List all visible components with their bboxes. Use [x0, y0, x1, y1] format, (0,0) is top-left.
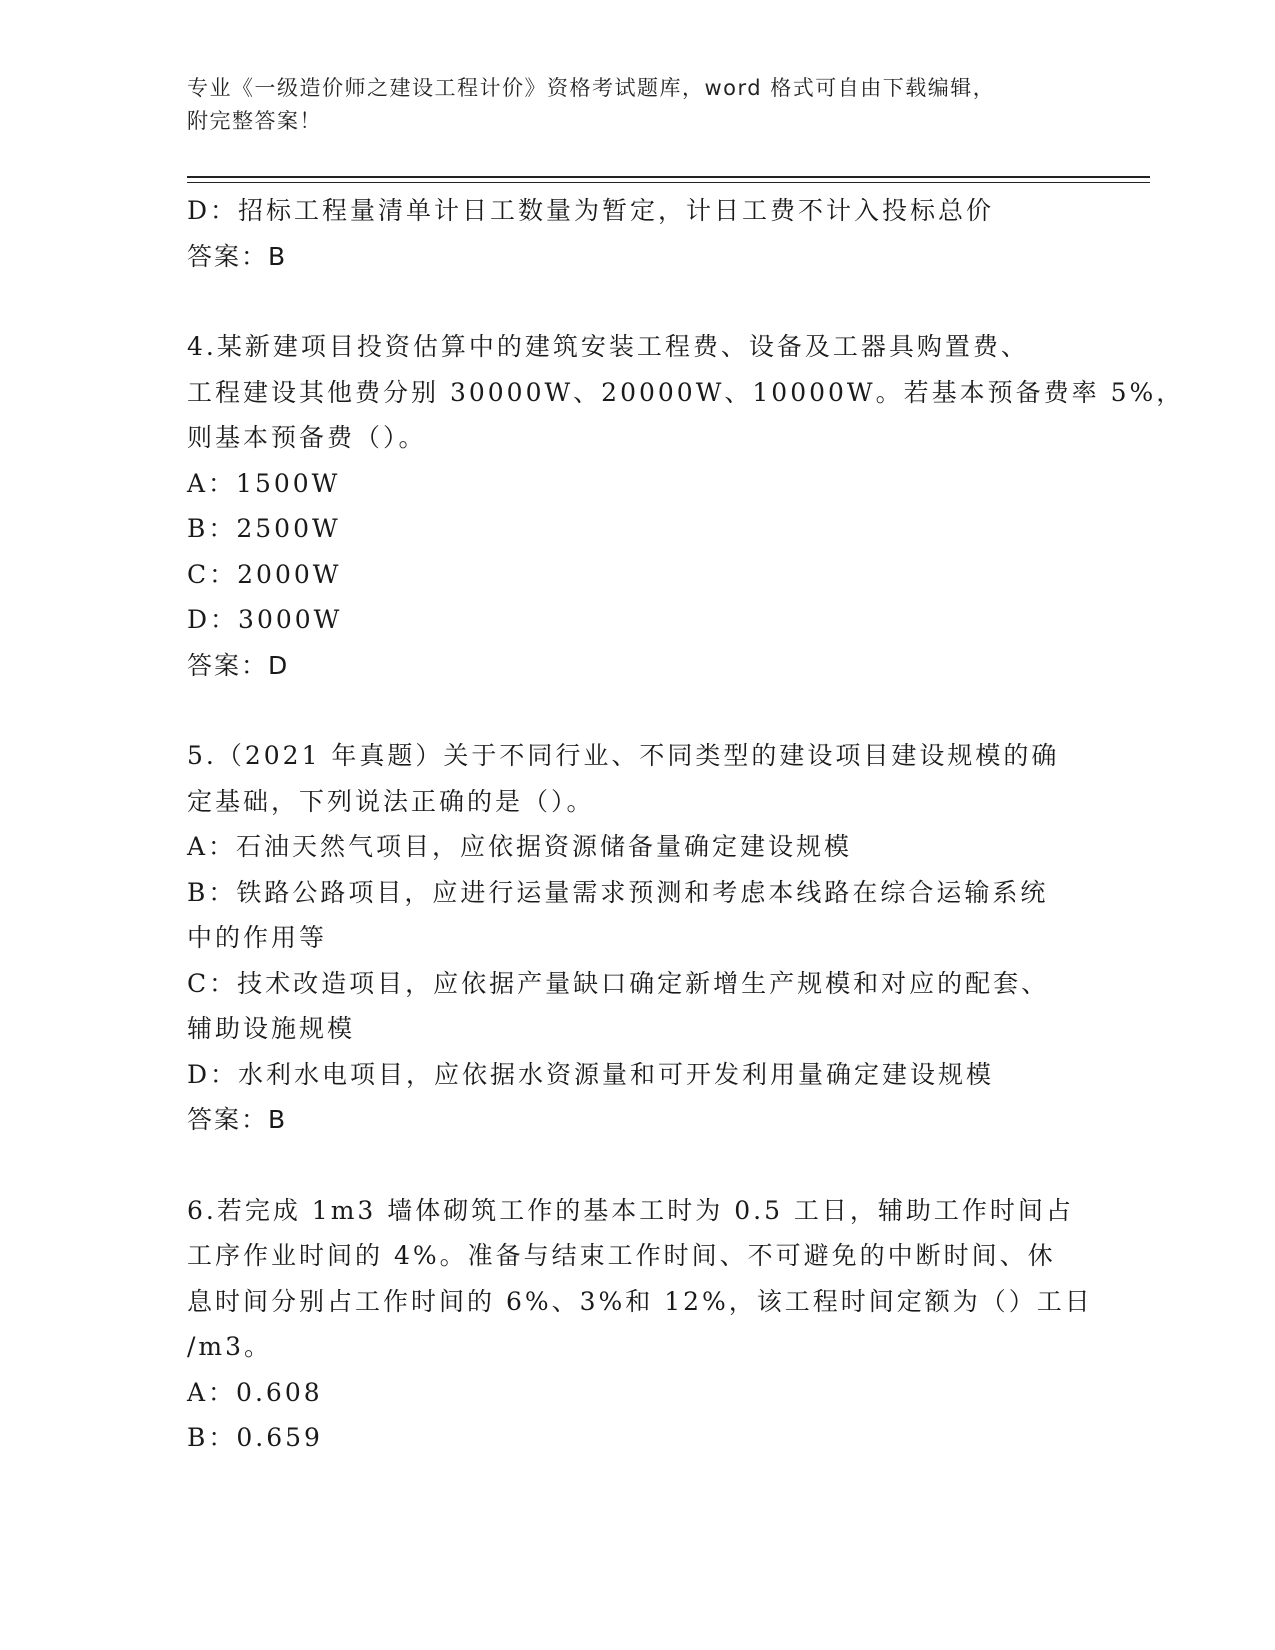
header-line-2: 附完整答案！: [187, 109, 322, 133]
question-text-line: 息时间分别占工作时间的 6%、3%和 12%，该工程时间定额为（）工日: [187, 1286, 1093, 1316]
question-text-line: 工序作业时间的 4%。准备与结束工作时间、不可避免的中断时间、休: [187, 1241, 1056, 1270]
answer-line: 答案：B: [187, 1105, 288, 1134]
option-b: B：铁路公路项目，应进行运量需求预测和考虑本线路在综合运输系统: [187, 877, 1049, 907]
option-a: A：石油天然气项目，应依据资源储备量确定建设规模: [187, 832, 853, 861]
header-line-1: 专业《一级造价师之建设工程计价》资格考试题库，word 格式可自由下载编辑，: [187, 76, 996, 100]
option-b-continued: 中的作用等: [187, 923, 328, 952]
question-text-line: 工程建设其他费分别 30000W、20000W、10000W。若基本预备费率 5%，: [187, 377, 1185, 407]
question-text-line: 6.若完成 1m3 墙体砌筑工作的基本工时为 0.5 工日，辅助工作时间占: [187, 1195, 1074, 1225]
page-header: [187, 72, 1067, 138]
option-c: C：技术改造项目，应依据产量缺口确定新增生产规模和对应的配套、: [187, 968, 1050, 998]
answer-line: 答案：B: [187, 241, 288, 271]
question-6: [187, 1188, 1093, 1461]
question-4: [187, 324, 1185, 688]
question-text-line: /m3。: [187, 1332, 273, 1361]
question-5: [187, 733, 1087, 1143]
question-text-line: 4.某新建项目投资估算中的建筑安装工程费、设备及工器具购置费、: [187, 332, 1029, 361]
option-d: D：水利水电项目，应依据水资源量和可开发利用量确定建设规模: [187, 1059, 995, 1089]
option-c-continued: 辅助设施规模: [187, 1014, 356, 1043]
option-b: B：2500W: [187, 514, 341, 543]
question-text-line: 定基础，下列说法正确的是（）。: [187, 786, 595, 816]
option-d: D：招标工程量清单计日工数量为暂定，计日工费不计入投标总价: [187, 196, 995, 225]
header-rule-thin: [187, 182, 1150, 183]
answer-line: 答案：D: [187, 650, 290, 680]
option-d: D：3000W: [187, 605, 343, 634]
option-a: A：1500W: [187, 468, 341, 498]
question-3-tail: [187, 188, 1087, 279]
option-b: B：0.659: [187, 1423, 323, 1452]
document-body: [187, 188, 1185, 1461]
option-c: C：2000W: [187, 559, 342, 589]
question-text-line: 则基本预备费（）。: [187, 423, 427, 452]
option-a: A：0.608: [187, 1377, 323, 1407]
question-text-line: 5.（2021 年真题）关于不同行业、不同类型的建设项目建设规模的确: [187, 741, 1060, 770]
header-rule-thick: [187, 176, 1150, 178]
